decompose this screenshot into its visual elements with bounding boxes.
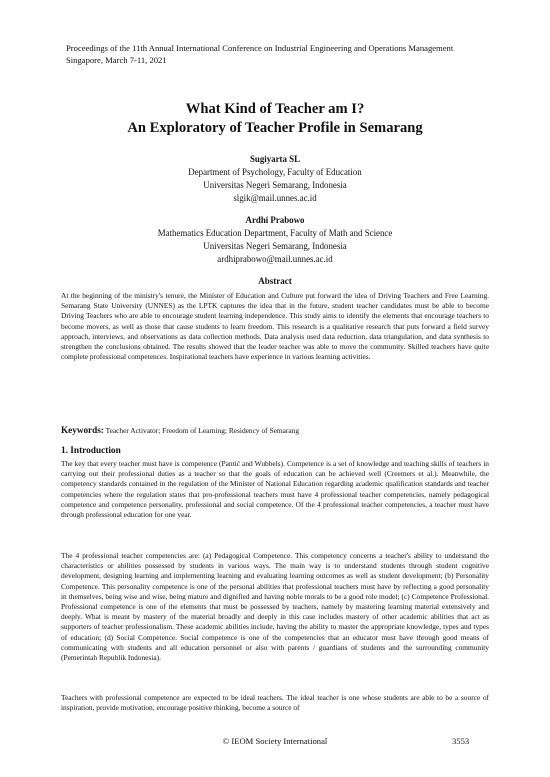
author-name: Ardhi Prabowo [245, 215, 305, 225]
paragraph: Teachers with professional competence are expected to be ideal teachers. The ideal teacher is one whose students are able to be a source of inspiration, provide motivation, encourage positive thinking, become a source of [61, 693, 489, 713]
section-heading: 1. Introduction [61, 446, 121, 456]
author-email: slgik@mail.unnes.ac.id [233, 193, 317, 203]
abstract-text: At the beginning of the ministry's tenure, the Minister of Education and Culture put forward the idea of Driving Teachers and Free Learning. Semarang State University (UNNES) as the LPTK captures the idea that in the future, student teacher candidates must be able to become Driving Teachers who are able to encourage student learning independence. This study aims to identify the elements that encourage teachers to become movers, as well as those that cause students to learn freedom. This research is a qualitative research that puts forward a field survey approach, interviews, and observations as data collection methods. Data analysis used data reduction, data triangulation, and data synthesis to strengthen the conclusions obtained. The results showed that the leader teacher was able to move the community. Skilled teachers have quite complete professional competences. Inspirational teachers have experience in various learning activities. [61, 291, 489, 362]
author-email: ardhiprabowo@mail.unnes.ac.id [217, 254, 333, 264]
keywords [61, 425, 489, 435]
proceedings-header [66, 42, 453, 66]
page-number: 3553 [452, 736, 470, 746]
abstract-heading: Abstract [258, 276, 292, 286]
keywords-text: Teacher Activator; Freedom of Learning; Residency of Semarang [105, 426, 300, 435]
header-line-1: Proceedings of the 11th Annual International Conference on Industrial Engineering and Operations Management [66, 43, 454, 53]
author-1 [0, 153, 550, 205]
paragraph: The key that every teacher must have is competence (Pantić and Wubbels). Competence is a set of knowledge and teaching skills of teachers in carrying out their professional duties as a teacher so that the goals of education can be achieved well (Creemers et al.). Meanwhile, the competency standards contained in the regulation of the Minister of National Education regarding academic qualification standards and teacher competencies where the regulation states that pro-professional teachers must have 4 professional teacher competencies, namely pedagogical competence and competence personality, professional and social competence. Of the 4 professional teacher competencies, a teacher must have through professional education for one year. [61, 459, 489, 520]
author-affiliation: Department of Psychology, Faculty of Education [188, 167, 362, 177]
author-2 [0, 214, 550, 266]
paragraph: The 4 professional teacher competencies are: (a) Pedagogical Competence. This competency concerns a teacher's ability to understand the characteristics or abilities possessed by students in various ways. The main way is to understand students through student cognitive development, designing learning and implementing learning and evaluating learning outcomes as well as student development; (b) Personality Competence. This personality competence is one of the personal abilities that professional teachers must have by reflecting a good personality in themselves, being wise and wise, being mature and dignified and having noble morals to be a good role model; (c) Competence Professional. Professional competence is one of the elements that must be possessed by teachers, namely by mastering learning material extensively and deeply. What is meant by mastery of the material broadly and deeply in this case includes mastery of other academic abilities that act as supporters of teacher professionalism. These academic abilities include, having the ability to master the appropriate knowledge, types and types of education; (d) Social Competence. Social competence is one of the competencies that an educator must have through good means of communicating with students and all education personnel or also with parents / guardians of students and the surrounding community (Pemerintah Republik Indonesia). [61, 551, 489, 663]
title-line-1: What Kind of Teacher am I? [185, 101, 365, 117]
title-line-2: An Exploratory of Teacher Profile in Semarang [127, 120, 423, 136]
keywords-label: Keywords: [61, 425, 104, 435]
author-university: Universitas Negeri Semarang, Indonesia [203, 241, 347, 251]
author-affiliation: Mathematics Education Department, Faculty of Math and Science [157, 228, 393, 238]
footer-society: © IEOM Society International [222, 736, 328, 746]
author-university: Universitas Negeri Semarang, Indonesia [203, 180, 347, 190]
paper-title [0, 100, 550, 138]
author-name: Sugiyarta SL [249, 154, 301, 164]
header-line-2: Singapore, March 7-11, 2021 [66, 55, 167, 65]
